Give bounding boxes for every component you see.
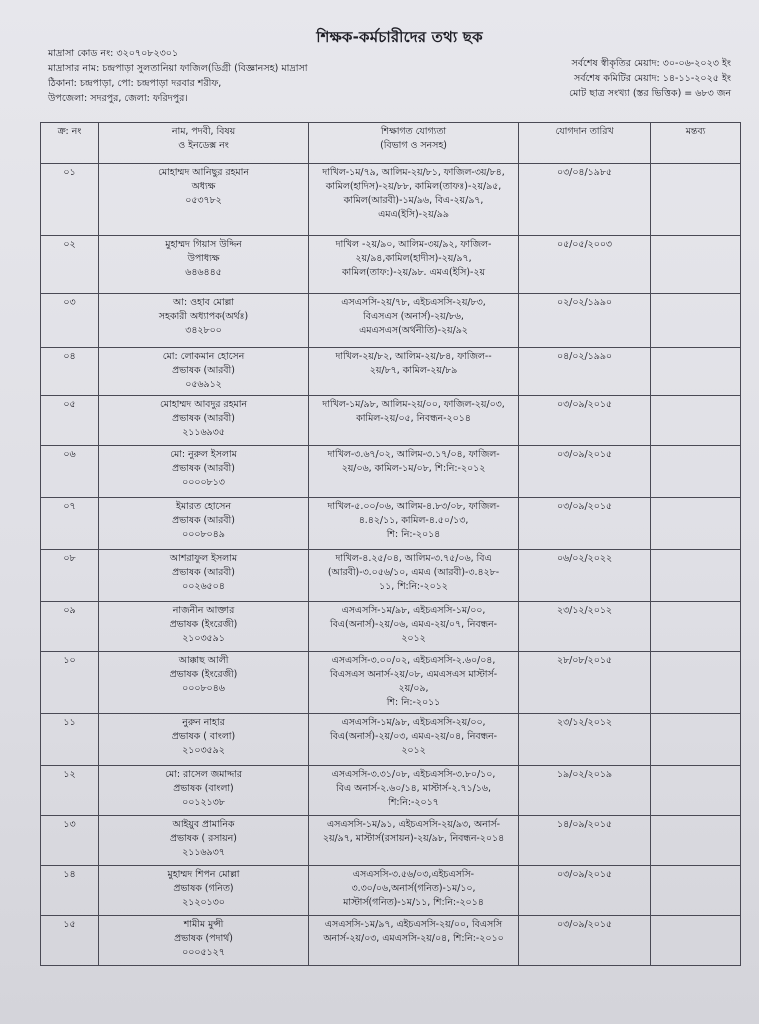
education-line: মাস্টার্স(গনিত)-১ম/১১, শি:নি:-২০১৪ (343, 897, 484, 908)
staff-table-body (41, 164, 741, 966)
education-line: কামিল(তাফ:)-২য়/৯৮. এমএ(ইসি)-২য় (341, 267, 486, 278)
teacher-designation: প্রভাষক (আরবী) (172, 463, 235, 474)
education-line: ২০১২ (401, 745, 426, 756)
remarks-cell (651, 498, 741, 550)
name-cell (99, 766, 309, 816)
teacher-name: মো: লোকমান হোসেন (162, 351, 245, 362)
remarks-cell (651, 348, 741, 396)
education-line: ৩.৩০/০৬,অনার্স(গনিত)-১ম/১০, (351, 883, 476, 894)
joining-date-cell: ১৪/০৯/২০১৫ (519, 816, 651, 866)
education-line: এসএসসি-৩.৫৬/০৩,এইচএসসি- (352, 869, 475, 880)
joining-date-cell: ২৩/১২/২০১২ (519, 602, 651, 652)
education-line: ২য়/৯৭, মাস্টার্স(রসায়ন)-২য়/৯৮, নিবন্ধন-২০১৪ (322, 833, 505, 844)
teacher-designation: প্রভাষক (আরবী) (172, 567, 235, 578)
education-line: (আরবী)-৩.০৫৬/১০, এমএ (আরবী)-৩.৪২৮- (327, 567, 500, 578)
education-line: অনার্স-২য়/০৩, এমএসসি-২য়/০৪, শি:নি:-২০১০ (323, 933, 504, 944)
remarks-cell (651, 446, 741, 498)
teacher-index: ২১০৩৫৯২ (182, 745, 225, 756)
upazila: উপজেলা: সদরপুর, জেলা: ফরিদপুর। (48, 93, 188, 104)
teacher-designation: প্রভাষক ( বাংলা) (171, 731, 236, 742)
table-row (41, 236, 741, 294)
teacher-name: নাজনীন আক্তার (172, 605, 235, 616)
joining-date-cell: ০৩/০৯/২০১৫ (519, 396, 651, 446)
teacher-index: ০০০০৮১৩ (182, 477, 225, 488)
education-line: এসএসসি-৩.৩১/০৮, এইচএসসি-৩.৮০/১০, (331, 769, 496, 780)
staff-table (40, 122, 741, 966)
teacher-index: ০০০৮০৪৯ (182, 529, 225, 540)
education-line: দাখিল-৩.৬৭/০২, আলিম-৩.১৭/০৪, ফাজিল- (327, 449, 500, 460)
teacher-name: নুরুন নাহার (182, 717, 225, 728)
education-line: শি: নি:-২০১১ (386, 697, 441, 708)
remarks-cell (651, 396, 741, 446)
teacher-name: ইমারত হোসেন (176, 501, 231, 512)
teacher-designation: প্রভাষক (আরবী) (172, 413, 235, 424)
education-cell (309, 866, 519, 916)
joining-date-cell: ০৪/০২/১৯৯০ (519, 348, 651, 396)
education-line: শি:নি:-২০১৭ (388, 797, 439, 808)
education-line: এসএসসি-১ম/৯৮, এইচএসসি-২য়/০০, (341, 717, 486, 728)
teacher-designation: সহকারী অধ্যাপক(অর্থঃ) (158, 311, 249, 322)
name-cell (99, 714, 309, 766)
education-line: ১১, শি:নি:-২০১২ (379, 581, 448, 592)
education-line: বিএ(অনার্স)-২য়/০৩, এমএ-২য়/০৪, নিবন্ধন- (330, 731, 497, 742)
teacher-designation: অধ্যক্ষ (191, 181, 216, 192)
recognition-validity: সর্বশেষ স্বীকৃতির মেয়াদ: ৩০-০৬-২০২৩ ইং (571, 58, 731, 69)
education-cell (309, 766, 519, 816)
table-row (41, 602, 741, 652)
joining-date-cell: ০৩/০৪/১৯৮৫ (519, 164, 651, 236)
teacher-index: ০০০৮০৪৬ (182, 683, 225, 694)
institution-info (48, 46, 307, 106)
education-line: বিএসএস অনার্স-২য়/০৮, এমএসএস মাস্টার্স- (329, 669, 498, 680)
teacher-name: আক্কাছ আলী (178, 655, 229, 666)
education-line: বিএ অনার্স-২.৬০/১৪, মাস্টার্স-২.৭১/১৬, (336, 783, 491, 794)
header-joining-date: যোগদান তারিখ (519, 123, 651, 164)
serial-cell: ১০ (41, 652, 99, 714)
education-line: দাখিল-৪.২৫/০৪, আলিম-৩.৭৫/০৬, বিএ (335, 553, 492, 564)
education-line: ২য়/০৬, কামিল-১ম/০৮, শি:নি:-২০১২ (341, 463, 486, 474)
joining-date-cell: ২৩/১২/২০১২ (519, 714, 651, 766)
education-cell (309, 164, 519, 236)
page-title: শিক্ষক-কর্মচারীদের তথ্য ছক (316, 28, 483, 46)
joining-date-cell: ২৮/০৮/২০১৫ (519, 652, 651, 714)
teacher-name: মো: রাসেল জমাদ্দার (165, 769, 242, 780)
serial-cell: ১৫ (41, 916, 99, 966)
teacher-designation: প্রভাষক (পদার্থ) (174, 933, 233, 944)
teacher-designation: প্রভাষক (ইংরেজী) (169, 619, 238, 630)
remarks-cell (651, 236, 741, 294)
madrasa-code: মাদ্রাসা কোড নং: ৩২০৭০৮২৩০১ (48, 48, 179, 59)
joining-date-cell: ০৩/০৯/২০১৫ (519, 498, 651, 550)
teacher-index: ০০২৬৫০৪ (182, 581, 225, 592)
remarks-cell (651, 652, 741, 714)
teacher-index: ৩৪২৮০০ (185, 325, 222, 336)
joining-date-cell: ১৯/০২/২০১৯ (519, 766, 651, 816)
remarks-cell (651, 866, 741, 916)
education-cell (309, 550, 519, 602)
serial-cell: ০১ (41, 164, 99, 236)
name-cell (99, 652, 309, 714)
teacher-name: আশরাফুল ইসলাম (169, 553, 238, 564)
table-row (41, 652, 741, 714)
total-students: মোট ছাত্র সংখ্যা (স্তর ভিত্তিক) = ৬৮৩ জন (569, 88, 731, 99)
remarks-cell (651, 816, 741, 866)
teacher-designation: উপাধ্যক্ষ (187, 253, 220, 264)
name-cell (99, 816, 309, 866)
remarks-cell (651, 766, 741, 816)
name-cell (99, 866, 309, 916)
education-cell (309, 294, 519, 348)
joining-date-cell: ০৩/০৯/২০১৫ (519, 866, 651, 916)
remarks-cell (651, 916, 741, 966)
name-cell (99, 498, 309, 550)
education-cell (309, 396, 519, 446)
name-cell (99, 602, 309, 652)
address: ঠিকানা: চন্দ্রপাড়া, পো: চন্দ্রপাড়া দরবার শরীফ, (48, 78, 222, 89)
education-line: শি: নি:-২০১৪ (386, 529, 441, 540)
teacher-designation: প্রভাষক (গনিত) (173, 883, 234, 894)
education-cell (309, 652, 519, 714)
joining-date-cell: ০৩/০৯/২০১৫ (519, 916, 651, 966)
education-cell (309, 498, 519, 550)
joining-date-cell: ০৩/০৯/২০১৫ (519, 446, 651, 498)
serial-cell: ০৬ (41, 446, 99, 498)
education-cell (309, 714, 519, 766)
education-line: এসএসসি-১ম/৯৮, এইচএসসি-১ম/০০, (341, 605, 486, 616)
serial-cell: ১৪ (41, 866, 99, 916)
teacher-index: ২১২০১৩০ (182, 897, 225, 908)
education-line: কামিল-২য়/০৫, নিবন্ধন-২০১৪ (356, 413, 471, 424)
teacher-index: ২১১৬৯৩৫ (182, 427, 225, 438)
education-line: বিএ(অনার্স)-২য়/০৬, এমএ-২য়/০৭, নিবন্ধন- (330, 619, 497, 630)
table-row (41, 866, 741, 916)
teacher-name: মোহাম্মদ আনিছুর রহমান (158, 167, 249, 178)
table-header-row (41, 123, 741, 164)
education-line: ২য়/০৯, (398, 683, 429, 694)
teacher-index: ০০০৫১২৭ (182, 947, 225, 958)
education-line: এমএ(ইসি)-২য়/৯৯ (378, 209, 449, 220)
committee-validity: সর্বশেষ কমিটির মেয়াদ: ১৪-১১-২০২৫ ইং (574, 73, 731, 84)
name-cell (99, 164, 309, 236)
education-line: এসএসসি-৩.০০/০২, এইচএসসি-২.৬০/০৪, (331, 655, 496, 666)
education-line: এসএসসি-১ম/৯৭, এইচএসসি-২য়/০০, বিএসসি (324, 919, 503, 930)
teacher-name: আ: ওহাব মোল্লা (173, 297, 234, 308)
name-cell (99, 348, 309, 396)
joining-date-cell: ০২/০২/১৯৯০ (519, 294, 651, 348)
education-line: ২০১২ (401, 633, 426, 644)
education-cell (309, 816, 519, 866)
table-row (41, 348, 741, 396)
education-cell (309, 236, 519, 294)
remarks-cell (651, 602, 741, 652)
table-row (41, 816, 741, 866)
name-cell (99, 236, 309, 294)
teacher-name: মুহাম্মদ শিপন মোল্লা (167, 869, 240, 880)
education-line: দাখিল-১ম/৭৯, আলিম-২য়/৮১, ফাজিল-৩য়/৮৪, (322, 167, 505, 178)
name-cell (99, 550, 309, 602)
teacher-designation: প্রভাষক (বাংলা) (173, 783, 234, 794)
education-line: এসএসসি-১ম/৯১, এইচএসসি-২য়/৯৩, অনার্স- (326, 819, 501, 830)
serial-cell: ০২ (41, 236, 99, 294)
name-cell (99, 396, 309, 446)
teacher-index: ০০১২১৩৮ (182, 797, 225, 808)
table-row (41, 164, 741, 236)
teacher-designation: প্রভাষক (আরবী) (172, 365, 235, 376)
header-education: শিক্ষাগত যোগ্যতা (বিভাগ ও সনসহ) (309, 123, 519, 164)
teacher-index: ২১১৬৯৩৭ (182, 847, 225, 858)
name-cell (99, 446, 309, 498)
table-row (41, 766, 741, 816)
education-cell (309, 348, 519, 396)
table-row (41, 294, 741, 348)
table-row (41, 916, 741, 966)
remarks-cell (651, 294, 741, 348)
name-cell (99, 916, 309, 966)
education-line: কামিল(আরবী)-১ম/৯৬, বিএ-২য়/৯৭, (343, 195, 484, 206)
education-cell (309, 602, 519, 652)
education-line: এমএসএস(অর্থনীতি)-২য়/৯২ (359, 325, 468, 336)
table-row (41, 714, 741, 766)
serial-cell: ০৪ (41, 348, 99, 396)
teacher-index: ০৫৩৭৮২ (185, 195, 222, 206)
madrasa-name: মাদ্রাসার নাম: চন্দ্রপাড়া সুলতানিয়া ফাজিল(ডিগ্রী (বিজ্ঞানসহ) মাদ্রাসা (48, 63, 308, 74)
table-row (41, 550, 741, 602)
serial-cell: ০৯ (41, 602, 99, 652)
header-sl: ক্র: নং (41, 123, 99, 164)
joining-date-cell: ০৬/০২/২০২২ (519, 550, 651, 602)
teacher-designation: প্রভাষক (আরবী) (172, 515, 235, 526)
table-row (41, 446, 741, 498)
header-remarks: মন্তব্য (651, 123, 741, 164)
serial-cell: ০৮ (41, 550, 99, 602)
teacher-index: ৬৪৬৪৪৫ (185, 267, 222, 278)
serial-cell: ০৭ (41, 498, 99, 550)
education-line: দাখিল-১ম/৯৮, আলিম-২য়/০০, ফাজিল-২য়/০৩, (322, 399, 505, 410)
header-name: নাম, পদবী, বিষয় ও ইনডেক্স নং (99, 123, 309, 164)
serial-cell: ১২ (41, 766, 99, 816)
teacher-designation: প্রভাষক ( রসায়ন) (170, 833, 237, 844)
serial-cell: ১১ (41, 714, 99, 766)
teacher-index: ০৫৬৯১২ (185, 379, 222, 390)
remarks-cell (651, 164, 741, 236)
teacher-name: আইয়ুব প্রামানিক (172, 819, 235, 830)
serial-cell: ০৩ (41, 294, 99, 348)
teacher-name: মো: নুরুল ইসলাম (170, 449, 237, 460)
education-line: বিএসএস (অনার্স)-২য়/৮৬, (363, 311, 464, 322)
education-line: ২য়/৮৭, কামিল-২য়/৮৯ (369, 365, 458, 376)
remarks-cell (651, 714, 741, 766)
education-line: দাখিল-৫.০০/০৬, আলিম-৪.৮৩/০৮, ফাজিল- (327, 501, 500, 512)
education-line: ৪.৪২/১১, কামিল-৪.৫০/১৩, (358, 515, 469, 526)
table-row (41, 396, 741, 446)
education-line: ২য়/৯৪,কামিল(হাদীস)-২য়/৯৭, (355, 253, 472, 264)
education-line: দাখিল-২য়/৮২, আলিম-২য়/৮৪, ফাজিল-- (335, 351, 492, 362)
teacher-name: শামীম মুন্সী (183, 919, 224, 930)
teacher-index: ২১০৩৫৯১ (182, 633, 225, 644)
teacher-name: মোহাম্মদ আবদুর রহমান (159, 399, 248, 410)
serial-cell: ১৩ (41, 816, 99, 866)
teacher-designation: প্রভাষক (ইংরেজী) (169, 669, 238, 680)
joining-date-cell: ০৫/০৫/২০০৩ (519, 236, 651, 294)
education-line: দাখিল -২য়/৯০, আলিম-৩য়/৯২, ফাজিল- (335, 239, 492, 250)
teacher-name: মুহাম্মদ গিয়াস উদ্দিন (165, 239, 242, 250)
name-cell (99, 294, 309, 348)
remarks-cell (651, 550, 741, 602)
table-row (41, 498, 741, 550)
education-cell (309, 916, 519, 966)
education-cell (309, 446, 519, 498)
education-line: কামিল(হাদিস)-২য়/৮৮, কামিল(তাফঃ)-২য়/৯৫, (325, 181, 502, 192)
validity-info (569, 56, 731, 101)
serial-cell: ০৫ (41, 396, 99, 446)
education-line: এসএসসি-২য়/৭৮, এইচএসসি-২য়/৮৩, (341, 297, 486, 308)
